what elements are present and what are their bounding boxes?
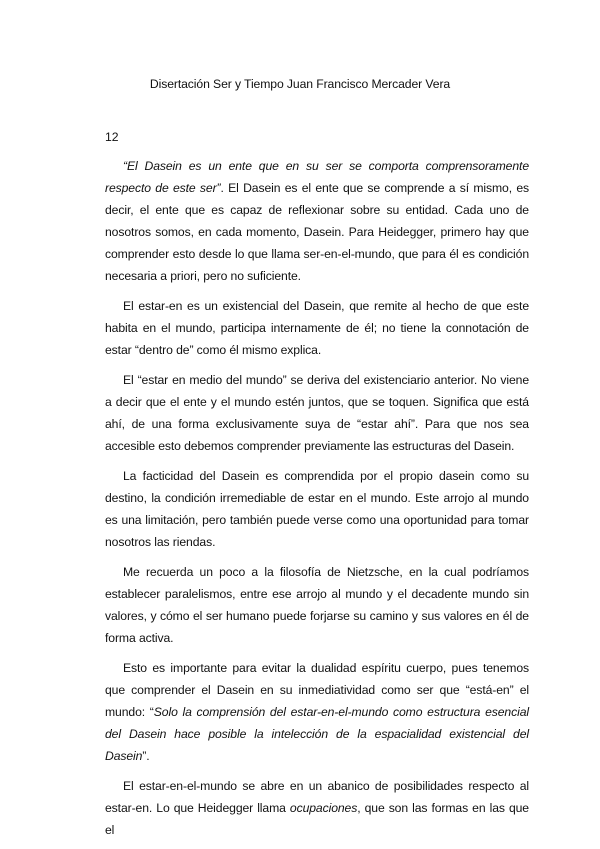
paragraph-text: El “estar en medio del mundo” se deriva del existenciario anterior. No viene a decir que el ente y el mundo estén juntos, que se toquen. Significa que está ahí, de una forma exclusivamente suya de “estar ahí”. Para que nos sea accesible esto debemos comprender previamente las estructuras del Dasein.	[105, 373, 529, 453]
quote-italic: “El Dasein es un ente que en su ser se comporta comprensoramente respecto de este ser”	[105, 159, 529, 195]
paragraph-text: Me recuerda un poco a la filosofía de Nietzsche, en la cual podríamos establecer paralelismos, entre ese arrojo al mundo y el decadente mundo sin valores, y cómo el ser humano puede forjarse su camino y sus valores en él de forma activa.	[105, 565, 529, 645]
paragraph-text: , que son las formas en las que el	[105, 801, 529, 837]
body-text	[105, 155, 529, 849]
paragraph-6	[105, 657, 529, 767]
paragraph-text: . El Dasein es el ente que se comprende a sí mismo, es decir, el ente que es capaz de reflexionar sobre su entidad. Cada uno de nosotros somos, en cada momento, Dasein. Para Heidegger, primero hay que comprender esto desde lo que llama ser-en-el-mundo, que para él es condición necesaria a priori, pero no suficiente.	[105, 181, 529, 283]
paragraph-text: El estar-en-el-mundo se abre en un abanico de posibilidades respecto al estar-en. Lo que Heidegger llama	[105, 779, 529, 815]
paragraph-1	[105, 155, 529, 287]
paragraph-5	[105, 561, 529, 649]
paragraph-4	[105, 465, 529, 553]
page-number: 12	[105, 130, 119, 144]
paragraph-text: La facticidad del Dasein es comprendida por el propio dasein como su destino, la condición irremediable de estar en el mundo. Este arrojo al mundo es una limitación, pero también puede verse como una oportunidad para tomar nosotros las riendas.	[105, 469, 529, 549]
quote-italic: Solo la comprensión del estar-en-el-mundo como estructura esencial del Dasein hace posible la intelección de la espacialidad existencial del Dasein	[105, 705, 529, 763]
paragraph-text: Esto es importante para evitar la dualidad espíritu cuerpo, pues tenemos que comprender el Dasein en su inmediatividad como ser que “está-en” el mundo: “	[105, 661, 529, 719]
page-header: Disertación Ser y Tiempo Juan Francisco Mercader Vera	[149, 77, 451, 91]
paragraph-2	[105, 295, 529, 361]
term-italic: ocupaciones	[289, 801, 358, 815]
paragraph-text: El estar-en es un existencial del Dasein, que remite al hecho de que este habita en el mundo, participa internamente de él; no tiene la connotación de estar “dentro de” como él mismo explica.	[105, 299, 529, 357]
paragraph-text: ”.	[142, 749, 150, 763]
paragraph-3	[105, 369, 529, 457]
paragraph-7	[105, 775, 529, 841]
